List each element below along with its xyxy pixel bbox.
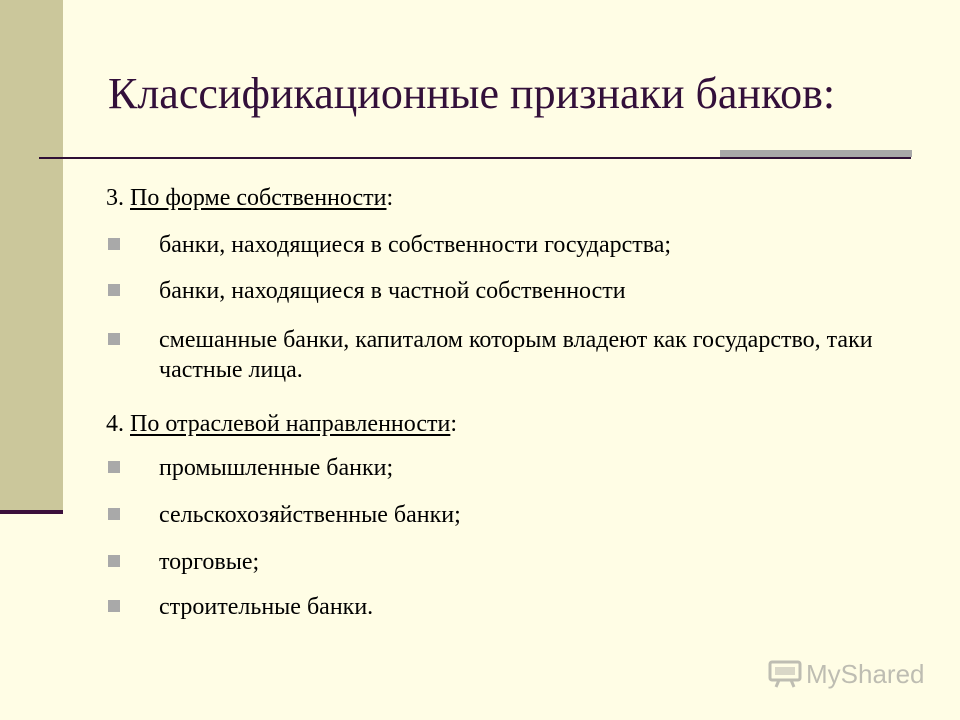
list-item: промышленные банки;	[159, 455, 394, 481]
watermark-logo	[768, 656, 925, 692]
list-item: банки, находящиеся в собственности государства;	[159, 232, 672, 258]
projector-screen-icon	[768, 659, 802, 689]
slide-title: Классификационные признаки банков:	[108, 69, 836, 118]
bullet-square-icon	[108, 284, 120, 296]
bullet-square-icon	[108, 600, 120, 612]
section-title: По форме собственности	[130, 185, 387, 211]
list-item: строительные банки.	[159, 594, 374, 620]
section-number: 3.	[106, 185, 124, 211]
watermark-text: MyShared	[806, 658, 925, 689]
section-suffix: :	[386, 185, 394, 211]
list-item: банки, находящиеся в частной собственности	[159, 278, 626, 304]
list-item: торговые;	[159, 549, 260, 575]
section-heading-industry	[106, 409, 457, 439]
title-rule-accent	[720, 150, 912, 157]
section-number: 4.	[106, 411, 124, 437]
section-title: По отраслевой направленности	[130, 411, 451, 437]
bullet-square-icon	[108, 333, 120, 345]
bullet-square-icon	[108, 461, 120, 473]
list-item: смешанные банки, капиталом которым владеют как государство, таки частные лица.	[159, 327, 873, 383]
side-accent-line	[0, 510, 63, 514]
section-heading-ownership	[106, 183, 393, 213]
section-suffix: :	[450, 411, 458, 437]
title-rule	[39, 157, 911, 159]
list-item: сельскохозяйственные банки;	[159, 502, 461, 528]
bullet-square-icon	[108, 238, 120, 250]
bullet-square-icon	[108, 555, 120, 567]
side-accent-bar	[0, 0, 63, 512]
bullet-square-icon	[108, 508, 120, 520]
